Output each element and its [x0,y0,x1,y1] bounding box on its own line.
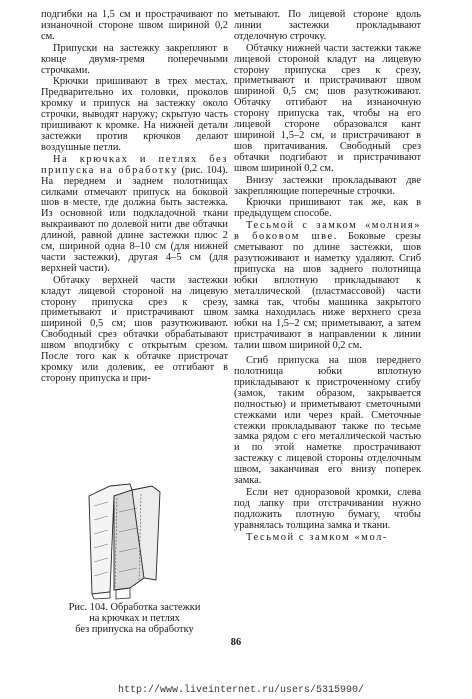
paragraph-text: Боковые срезы сметывают по длине застежки, шов разутюживают и наметку удаляют. Сгиб припуска на шов заднего полотнища юбки вплотную прикладывают к металлической (пластмассовой) части замка так, чтобы машинка закрытого замка находилась ниже верхнего среза юбки на 1,5–2 см; приметывают, а затем пристрачивают в направлении к линии талии швом шириной 0,2 см. [234,231,421,352]
paragraph: подгибки на 1,5 см и прострачивают по изнаночной стороне швом шириной 0,2 см. [41,9,228,42]
left-text-column [41,10,228,386]
paragraph-text: (рис. 104). На переднем и заднем полотнищах силками отмечают припуск на боковой шов в месте, где должна быть застежка. Из основной или подкладочной ткани выкраивают по долевой нити две обтачки длиной, равной длине застежки плюс 2 см, шириной одна 8–10 см (для нижней части застежки), другая 4–5 см (для верхней части). [41,164,228,274]
section-heading: На крючках и петлях без припуска на обработку [41,153,228,176]
paragraph: Крючки пришивают так же, как в предыдущем способе. [234,197,421,220]
figure-caption [41,602,228,635]
paragraph: Обтачку верхней части застежки кладут лицевой стороной на лицевую сторону припуска срез к срезу, приметывают и пристрачивают швом шириной 0,5 см; шов разутюживают. Свободный срез обтачки обрабатывают швом вподгибку с открытым срезом. После того как к обтачке пристрочат кромку или долевик, ее отгибают в сторону припуска и при- [41,274,228,384]
section-paragraph [234,533,421,544]
section-heading: Тесьмой с замком «мол- [246,531,388,543]
paragraph: метывают. По лицевой стороне вдоль линии застежки прокладывают отделочную строчку. [234,9,421,42]
caption-line: без припуска на обработку [75,624,194,635]
caption-line: Рис. 104. Обработка застежки [68,602,201,613]
right-text-column [234,10,421,545]
paragraph: Внизу застежки прокладывают две закрепляющие поперечные строчки. [234,174,421,197]
garment-closure-figure [86,482,164,600]
watermark-url: http://www.liveinternet.ru/users/5315990/ [118,685,365,696]
page-number: 86 [230,637,242,648]
paragraph: Припуски на застежку закрепляют в конце двумя-тремя поперечными строчками. [41,42,228,76]
paragraph: Крючки пришивают в трех местах. Предварительно их головки, проколов кромку и припуск на застежку около строчки, выводят наружу; скрытую часть пришивают к кромке. На нижней детали застежки против крючков делают воздушные петли. [41,76,228,153]
paragraph: Сгиб припуска на шов переднего полотнища юбки вплотную прикладывают к пристроченному сгибу (замок, таким образом, закрывается полностью) и приметывают сметочными стежками или через край. Сметочные стежки прокладывают также по тесьме замка рядом с его металлической частью и по этой наметке прострачивают застежку с лицевой стороны отделочным швом, заканчивая его внизу поперек замка. [234,355,421,487]
paragraph: Обтачку нижней части застежки также лицевой стороной кладут на лицевую сторону припуска срез к срезу, приметывают и пристрачивают швом шириной 0,5 см; шов разутюживают. Обтачку отгибают на изнаночную сторону припуска так, чтобы на его лицевой стороне образовался кант шириной 1,5–2 см, и пристрачивают в шов притачивания. Свободный срез обтачки подгибают и пристрачивают швом шириной 0,2 см. [234,42,421,174]
paragraph: Если нет одноразовой кромки, слева под лапку при отстрачивании нужно подложить плотную бумагу, чтобы уравнялась толщина замка и ткани. [234,486,421,531]
section-heading: Тесьмой с замком «молния» в боковом шве. [234,220,421,243]
section-paragraph [234,221,421,352]
caption-line: на крючках и петлях [89,613,180,624]
section-paragraph [41,155,228,275]
